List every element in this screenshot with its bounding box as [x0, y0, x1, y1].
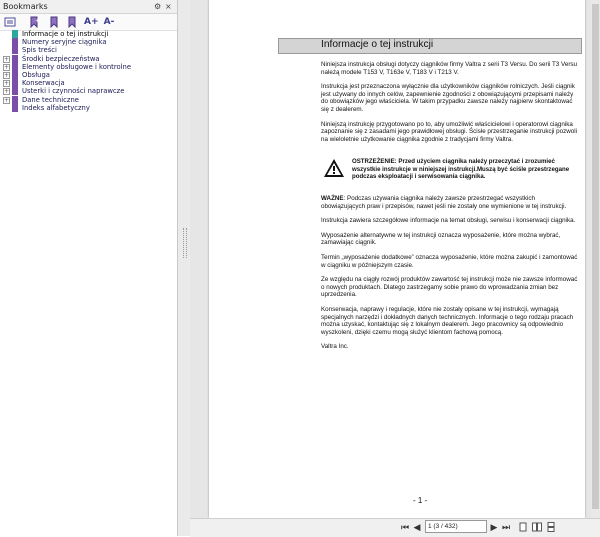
bookmark-item[interactable]	[0, 87, 177, 95]
paragraph: Instrukcja zawiera szczegółowe informacje na temat obsługi, serwisu i konserwacji ciągnika.	[321, 217, 576, 225]
paragraph: Ze względu na ciągły rozwój produktów zawartość tej instrukcji może nie zawsze informować o nowych produktach. Dlatego zastrzegamy sobie prawo do wprowadzania zmian bez uprzedzenia.	[321, 276, 578, 299]
bookmark-label: Środki bezpieczeństwa	[22, 54, 100, 63]
bookmarks-panel	[0, 0, 178, 536]
expand-icon[interactable]: +	[4, 55, 10, 63]
paragraph: Instrukcja jest przeznaczona wyłącznie dla użytkowników ciągników rolniczych. Jeśli ciągnik jest używany do innych celów, zapewnienie zgodności z obowiązującymi przepisami należy do obowiązków jego właściciela. W takim przypadku zawsze należy najpierw skontaktować się z dealerem.	[321, 83, 575, 113]
first-page-icon[interactable]: ⏮	[400, 523, 410, 533]
bookmark-label: Dane techniczne	[22, 95, 79, 104]
continuous-view-icon[interactable]	[545, 522, 557, 534]
important-paragraph	[321, 195, 579, 210]
expand-icon[interactable]: +	[4, 71, 10, 79]
page-title: Informacje o tej instrukcji	[321, 39, 434, 50]
bookmark-item[interactable]	[0, 46, 177, 54]
decrease-font-icon[interactable]: A-	[103, 17, 115, 27]
warning-triangle-icon	[323, 158, 345, 178]
page-number-input[interactable]: 1 (3 / 432)	[425, 520, 487, 533]
bookmark-label: Spis treści	[22, 46, 57, 55]
single-page-view-icon[interactable]	[517, 522, 529, 534]
bookmark-label: Usterki i czynności naprawcze	[22, 87, 125, 96]
expand-icon[interactable]: +	[4, 96, 10, 104]
bookmark-label: Elementy obsługowe i kontrolne	[22, 62, 132, 71]
bookmark-item[interactable]	[0, 96, 177, 104]
page-navigation-bar	[190, 518, 600, 537]
bookmark-label: Indeks alfabetyczny	[22, 103, 90, 112]
bookmark-item[interactable]	[0, 55, 177, 63]
paragraph: Wyposażenie alternatywne w tej instrukcji oznacza wyposażenie, które można wybrać, zamawiając ciągnik.	[321, 231, 561, 247]
increase-font-icon[interactable]: A+	[84, 17, 99, 27]
bookmark-item[interactable]	[0, 79, 177, 87]
bookmark-label: Konserwacja	[22, 79, 65, 88]
bookmark-icon	[12, 71, 18, 79]
bookmark-icon	[12, 96, 18, 104]
bookmark-item[interactable]	[0, 63, 177, 71]
bookmarks-panel-header	[0, 0, 177, 14]
svg-text:+: +	[35, 18, 40, 24]
bookmark-icon	[12, 38, 18, 46]
bookmark-item[interactable]	[0, 104, 177, 112]
expand-icon[interactable]: +	[4, 80, 10, 88]
bookmark-icon	[12, 63, 18, 71]
paragraph: Niniejszą instrukcję przygotowano po to, aby umożliwić właścicielowi i operatorowi ciągnika zapoznanie się z zasadami jego prawidłowej obsługi. Ścisłe przestrzeganie instrukcji pozwoli na wieloletnie użytkowanie ciągnika zgodnie z tradycjami firmy Valtra.	[321, 120, 578, 143]
bookmark-icon	[12, 79, 18, 87]
main-text	[321, 195, 579, 358]
bookmarks-toolbar	[0, 14, 177, 31]
expand-icon[interactable]: +	[4, 88, 10, 96]
bookmark-item[interactable]	[0, 38, 177, 46]
expand-icon[interactable]: +	[4, 63, 10, 71]
paragraph: Termin „wyposażenie dodatkowe” oznacza wyposażenie, które można zakupić i zamontować w ciągniku w późniejszym czasie.	[321, 253, 578, 269]
important-label: WAŻNE	[321, 195, 344, 202]
paragraph: Niniejsza instrukcja obsługi dotyczy ciągników firmy Valtra z serii T3 Versu. Do serii T3 Versu należą modele T153 V, T163e V, T183 V i T213 V.	[321, 61, 577, 76]
bookmark-label: Informacje o tej instrukcji	[22, 30, 109, 38]
panel-options-icon[interactable]: ⚙	[154, 2, 162, 11]
bookmarks-panel-title: Bookmarks	[3, 2, 48, 11]
intro-text	[321, 61, 579, 150]
bookmark-tree	[0, 30, 177, 112]
bookmark-item[interactable]	[0, 30, 177, 38]
important-text: : Podczas używania ciągnika należy zawsze przestrzegać wszystkich obowiązujących praw i przepisów, nawet jeśli nie zostały one wymienione w tej instrukcji.	[321, 195, 567, 210]
bookmark-label: Numery seryjne ciągnika	[22, 38, 107, 47]
previous-page-icon[interactable]: ◀	[413, 523, 421, 533]
bookmark-icon	[12, 55, 18, 63]
warning-text: OSTRZEŻENIE: Przed użyciem ciągnika należy przeczytać i zrozumieć wszystkie instrukcje w niniejszej instrukcji.Muszą być ściśle przestrzegane podczas eksploatacji i serwisowania ciągnika.	[352, 158, 570, 181]
bookmark-icon	[12, 46, 18, 54]
vertical-scrollbar[interactable]	[591, 0, 600, 518]
paragraph: Konserwacja, naprawy i regulacje, które nie zostały opisane w tej instrukcji, wymagają specjalnych narzędzi i dokładnych danych technicznych. Informacje o tego rodzaju pracach można uzyskać, kontaktując się z lokalnym dealerem. Jego pracownicy są odpowiednio wyszkoleni, dzięki czemu mogą służyć klientom fachową pomocą.	[321, 305, 574, 336]
bookmark-item[interactable]	[0, 71, 177, 79]
bookmark-label: Obsługa	[22, 70, 50, 79]
next-page-icon[interactable]: ▶	[490, 523, 498, 533]
new-bookmark-icon[interactable]	[28, 16, 40, 28]
expand-bookmark-icon[interactable]	[48, 16, 60, 28]
scrollbar-thumb[interactable]	[592, 4, 599, 509]
bookmark-options-icon[interactable]	[4, 16, 16, 28]
two-page-view-icon[interactable]	[531, 522, 543, 534]
bookmark-icon	[12, 87, 18, 95]
bookmark-icon	[12, 30, 18, 38]
collapse-bookmark-icon[interactable]	[66, 16, 78, 28]
bookmark-icon	[12, 104, 18, 112]
last-page-icon[interactable]: ⏭	[501, 523, 511, 533]
panel-close-icon[interactable]: ×	[165, 2, 172, 11]
signature: Valtra Inc.	[321, 343, 349, 351]
splitter-grip-icon[interactable]	[183, 228, 187, 258]
panel-splitter[interactable]	[178, 0, 190, 536]
page-number: - 1 -	[413, 496, 428, 505]
